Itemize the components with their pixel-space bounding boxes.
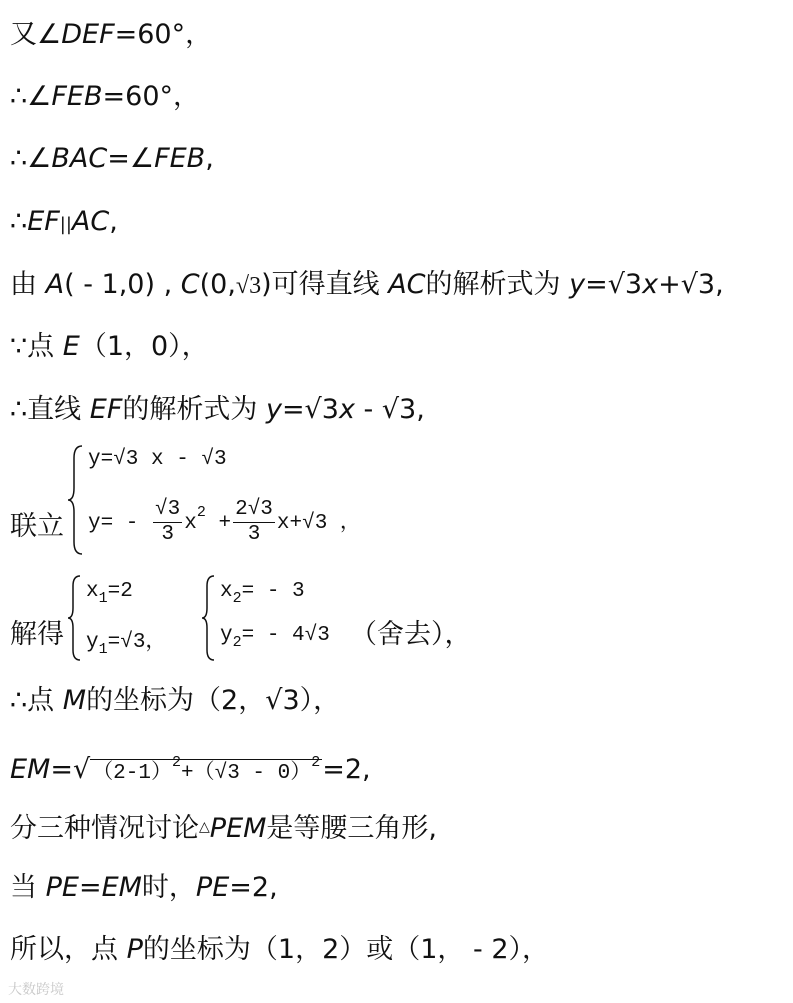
- text: ∴点: [10, 685, 63, 716]
- text: （2-1）: [92, 762, 172, 785]
- text: 的坐标为（1，2）或（1， - 2），: [142, 934, 550, 965]
- math-var: PEM: [209, 813, 267, 844]
- text: =2,: [322, 754, 371, 785]
- line-14: [10, 933, 549, 967]
- text: 的解析式为: [122, 394, 266, 425]
- text: 的解析式为: [425, 269, 570, 300]
- text: 当: [10, 872, 46, 903]
- radicand: [90, 754, 322, 785]
- numerator: √3: [155, 498, 181, 521]
- text: +√3,: [658, 269, 724, 300]
- denominator: 3: [161, 523, 174, 546]
- left-brace-icon: [66, 574, 82, 662]
- text: x: [184, 512, 197, 536]
- text: =60°，: [102, 81, 200, 112]
- text: = - 3: [241, 580, 305, 603]
- text: (0,: [199, 269, 236, 300]
- text: ,: [109, 206, 118, 237]
- text: ∵点: [10, 331, 63, 362]
- watermark-text: 大数跨境: [8, 982, 64, 998]
- math-var: y: [265, 394, 282, 425]
- sqrt: √3: [235, 273, 262, 299]
- rejected-note: （舍去），: [350, 619, 472, 650]
- fraction: [153, 498, 182, 547]
- triangle-icon: △: [199, 819, 210, 835]
- text: 所以，点: [10, 934, 127, 965]
- label-combine: 联立: [10, 511, 64, 542]
- equation-row-2: [88, 498, 361, 547]
- math-var: FEB: [51, 81, 103, 112]
- exponent: 2: [311, 754, 321, 771]
- math-var: PE: [195, 872, 230, 903]
- math-var: EF: [89, 394, 123, 425]
- text: +: [218, 512, 232, 536]
- subscript: 2: [232, 590, 242, 607]
- text: = - 4√3: [241, 624, 330, 647]
- line-2: [10, 80, 200, 114]
- text: - √3,: [354, 394, 425, 425]
- math-var: M: [62, 685, 87, 716]
- text: y: [220, 624, 233, 647]
- text: =60°，: [114, 19, 213, 50]
- text: ( - 1,0) ,: [64, 269, 181, 300]
- solution-2-x: [220, 580, 305, 607]
- line-4: [10, 205, 118, 242]
- math-var: PE: [45, 872, 79, 903]
- line-1: [10, 18, 212, 52]
- math-var: x: [338, 394, 355, 425]
- text: ∴: [10, 206, 28, 237]
- text: y: [86, 631, 99, 654]
- math-var: P: [126, 934, 143, 965]
- math-var: C: [180, 269, 200, 300]
- text: ∴∠: [10, 81, 52, 112]
- math-var: A: [45, 269, 65, 300]
- numerator: 2√3: [235, 498, 273, 521]
- text: )可得直线: [261, 269, 389, 300]
- math-var: EM: [101, 872, 142, 903]
- text: ,: [205, 143, 214, 174]
- text: =√3，: [107, 631, 167, 654]
- left-brace-icon: [200, 574, 216, 662]
- solution-1-y: [86, 624, 166, 658]
- subscript: 1: [98, 641, 108, 658]
- equation-row-1: y=√3 x - √3: [88, 448, 227, 471]
- math-var: DEF: [61, 19, 115, 50]
- text: =∠: [107, 143, 155, 174]
- text: =√3: [281, 394, 339, 425]
- subscript: 1: [98, 590, 108, 607]
- text: 的坐标为（2，√3），: [86, 685, 341, 716]
- text: x+√3 ，: [276, 512, 361, 536]
- parallel-symbol: ||: [59, 214, 72, 235]
- text: 是等腰三角形,: [266, 813, 438, 844]
- text: 分三种情况讨论: [10, 813, 199, 844]
- text: y= -: [88, 512, 139, 536]
- math-var: EF: [27, 206, 60, 237]
- text: +（√3 - 0）: [181, 762, 312, 785]
- math-var: AC: [388, 269, 426, 300]
- watermark: [8, 979, 64, 999]
- line-13: [10, 871, 278, 905]
- text: 时，: [141, 872, 196, 903]
- text: =: [78, 872, 102, 903]
- text: 又∠: [10, 19, 62, 50]
- line-11: [10, 746, 371, 791]
- label-solve: 解得: [10, 619, 64, 650]
- math-var: x: [642, 269, 659, 300]
- exponent: 2: [196, 504, 206, 522]
- text: ∴∠: [10, 143, 52, 174]
- subscript: 2: [232, 634, 242, 651]
- fraction: [233, 498, 275, 547]
- text: （1，0），: [79, 331, 209, 362]
- text: x: [86, 580, 99, 603]
- exponent: 2: [172, 754, 182, 771]
- denominator: 3: [247, 523, 261, 546]
- text: =2,: [229, 872, 278, 903]
- text: =2: [107, 580, 133, 603]
- line-12: [10, 810, 437, 846]
- line-5: [10, 268, 724, 303]
- solution-system: [10, 572, 570, 668]
- math-var: EM: [10, 754, 51, 785]
- text: =√3: [585, 269, 643, 300]
- math-var: y: [569, 269, 586, 300]
- text: ∴直线: [10, 394, 90, 425]
- line-6: [10, 330, 209, 364]
- text: 由: [10, 269, 46, 300]
- math-var: BAC: [51, 143, 108, 174]
- solution-1-x: [86, 580, 133, 607]
- math-var: E: [62, 331, 80, 362]
- equation-system-1: [10, 440, 410, 560]
- text: x: [220, 580, 233, 603]
- sqrt-sign: =√: [50, 754, 91, 785]
- line-10: [10, 684, 340, 718]
- line-3: [10, 142, 214, 176]
- line-7: [10, 393, 425, 427]
- math-var: FEB: [154, 143, 206, 174]
- math-var: AC: [71, 206, 110, 237]
- solution-2-y: [220, 624, 330, 651]
- left-brace-icon: [66, 444, 84, 556]
